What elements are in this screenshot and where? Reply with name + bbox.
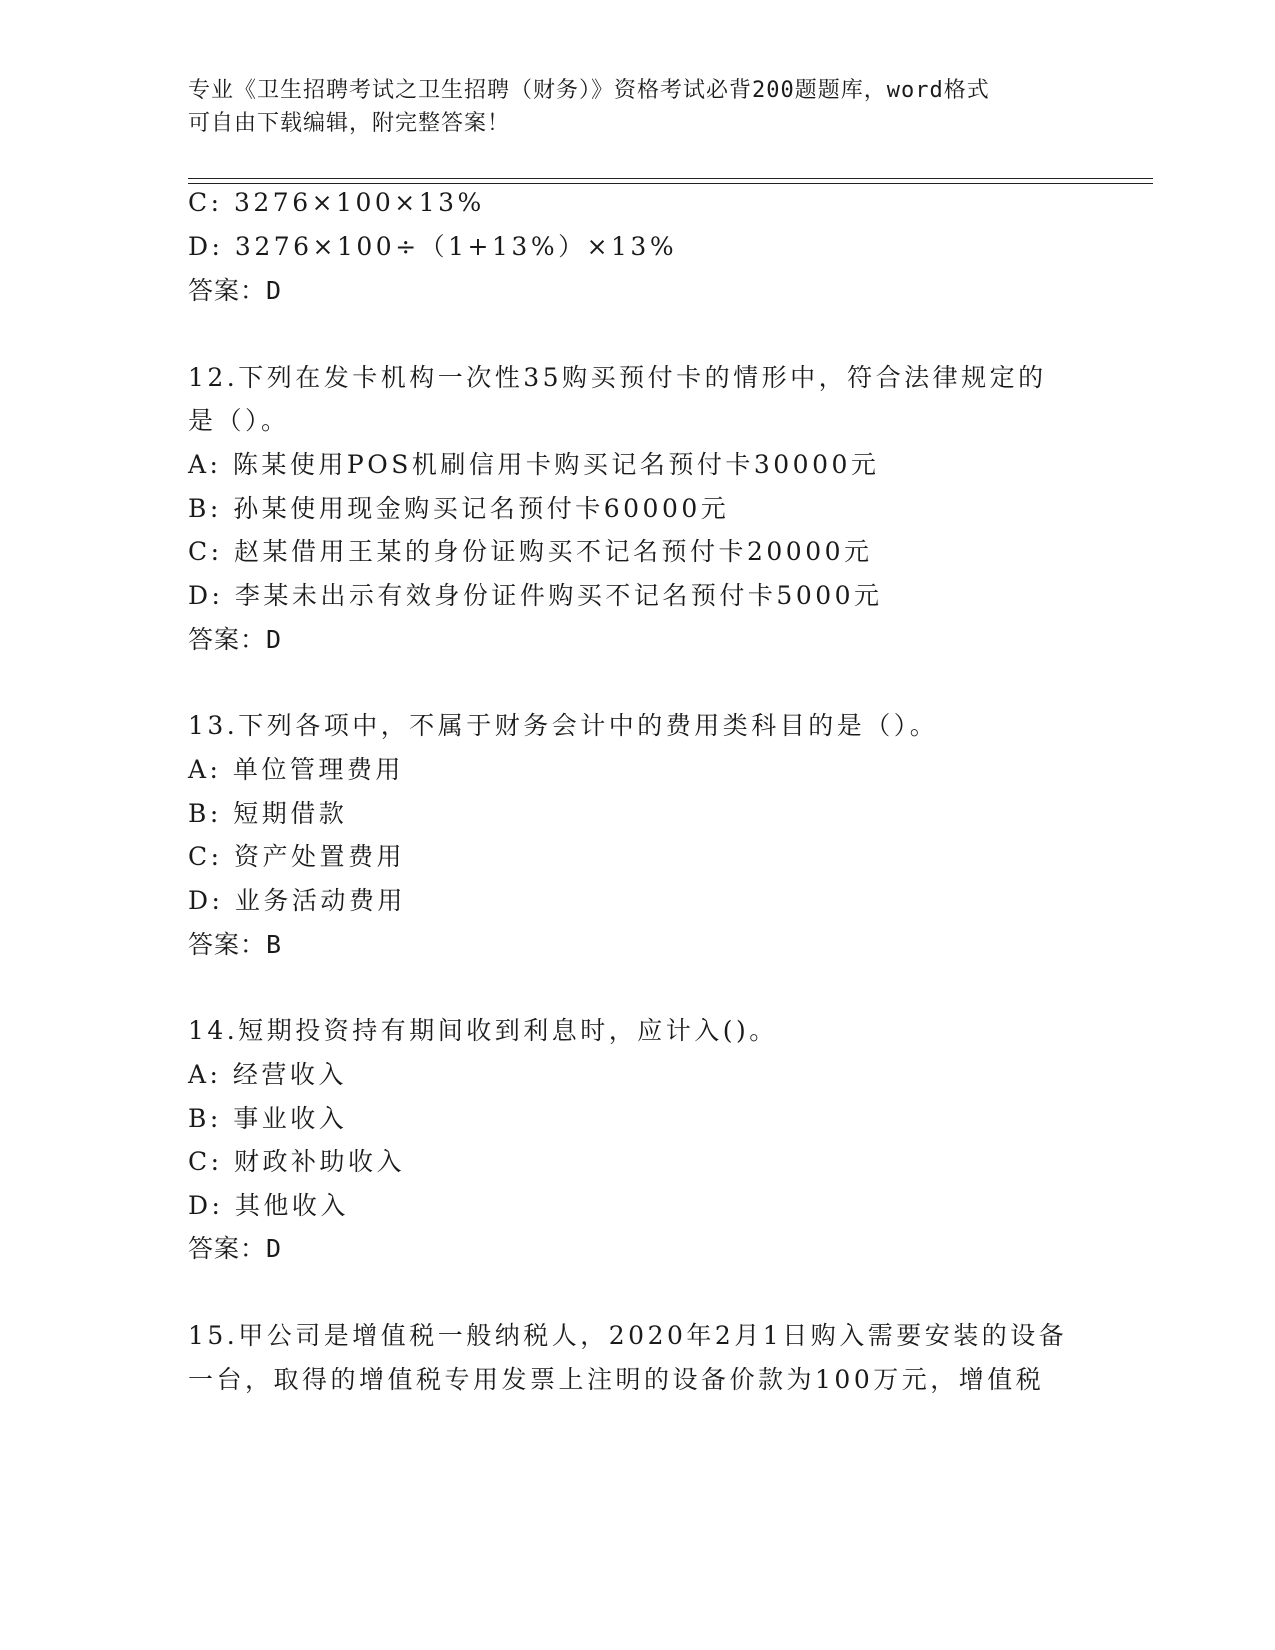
q11-answer: 答案：D bbox=[188, 276, 283, 305]
q11-option-c: C: 3276×100×13% bbox=[188, 188, 485, 217]
q13-answer: 答案：B bbox=[188, 930, 283, 959]
q13-option-a: A: 单位管理费用 bbox=[188, 755, 404, 784]
q13-option-c: C: 资产处置费用 bbox=[188, 842, 405, 871]
q12-option-c: C: 赵某借用王某的身份证购买不记名预付卡20000元 bbox=[188, 537, 873, 566]
q15-stem-line-2: 一台，取得的增值税专用发票上注明的设备价款为100万元，增值税 bbox=[188, 1365, 1045, 1394]
q15-stem-line-1: 15.甲公司是增值税一般纳税人，2020年2月1日购入需要安装的设备 bbox=[188, 1321, 1068, 1350]
q12-stem-line-2: 是（）。 bbox=[188, 406, 290, 435]
q13-option-b: B: 短期借款 bbox=[188, 799, 348, 828]
q12-option-b: B: 孙某使用现金购买记名预付卡60000元 bbox=[188, 494, 730, 523]
q12-answer: 答案：D bbox=[188, 625, 283, 654]
q14-option-d: D: 其他收入 bbox=[188, 1191, 349, 1220]
header-divider-top bbox=[188, 178, 1153, 179]
q13-option-d: D: 业务活动费用 bbox=[188, 886, 406, 915]
q14-option-a: A: 经营收入 bbox=[188, 1060, 347, 1089]
q14-answer: 答案：D bbox=[188, 1234, 283, 1263]
header-line-2: 可自由下载编辑，附完整答案！ bbox=[188, 111, 511, 136]
q13-stem-line-1: 13.下列各项中，不属于财务会计中的费用类科目的是（）。 bbox=[188, 711, 939, 740]
q11-option-d: D: 3276×100÷（1+13%）×13% bbox=[188, 232, 678, 261]
q12-stem-line-1: 12.下列在发卡机构一次性35购买预付卡的情形中，符合法律规定的 bbox=[188, 363, 1047, 392]
header-divider-bottom bbox=[188, 183, 1153, 184]
header-line-1: 专业《卫生招聘考试之卫生招聘（财务）》资格考试必背200题题库，word格式 bbox=[188, 78, 990, 103]
q12-option-a: A: 陈某使用POS机刷信用卡购买记名预付卡30000元 bbox=[188, 450, 880, 479]
q12-option-d: D: 李某未出示有效身份证件购买不记名预付卡5000元 bbox=[188, 581, 883, 610]
q14-option-c: C: 财政补助收入 bbox=[188, 1147, 405, 1176]
document-header bbox=[188, 74, 1068, 140]
q14-option-b: B: 事业收入 bbox=[188, 1104, 348, 1133]
q14-stem-line-1: 14.短期投资持有期间收到利息时，应计入()。 bbox=[188, 1016, 778, 1045]
